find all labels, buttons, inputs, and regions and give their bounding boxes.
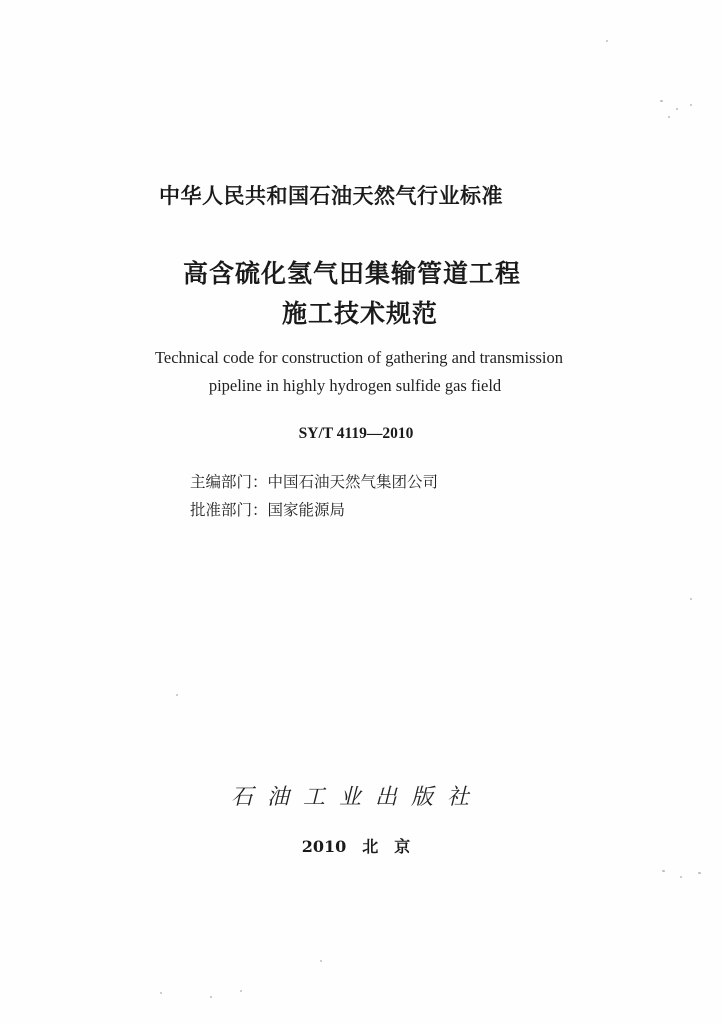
publication-year-place: 2010 北 京 [301, 837, 411, 856]
standard-category: 中华人民共和国石油天然气行业标准 [159, 184, 503, 208]
approving-department: 批准部门：国家能源局 [190, 501, 346, 519]
scan-speck [690, 598, 692, 600]
english-title-line-2: pipeline in highly hydrogen sulfide gas field [208, 376, 502, 395]
scan-speck [676, 108, 678, 110]
scan-speck [668, 116, 670, 118]
publisher-name: 石油工业出版社 [230, 785, 483, 810]
scan-speck [680, 876, 682, 878]
scan-speck [662, 870, 665, 872]
editing-department: 主编部门：中国石油天然气集团公司 [190, 473, 439, 491]
english-title-line-1: Technical code for construction of gathering and transmission [154, 348, 563, 367]
scan-speck [660, 100, 663, 102]
scan-speck [606, 40, 608, 42]
standard-number: SY/T 4119—2010 [298, 425, 414, 442]
scan-speck [320, 960, 322, 962]
chinese-title-line-2: 施工技术规范 [281, 299, 438, 328]
chinese-title-line-1: 高含硫化氢气田集输管道工程 [182, 259, 521, 288]
scan-speck [698, 872, 701, 874]
scan-speck [240, 990, 242, 992]
scan-speck [690, 104, 692, 106]
scan-speck [210, 996, 212, 998]
scan-speck [160, 992, 162, 994]
scan-speck [176, 694, 178, 696]
